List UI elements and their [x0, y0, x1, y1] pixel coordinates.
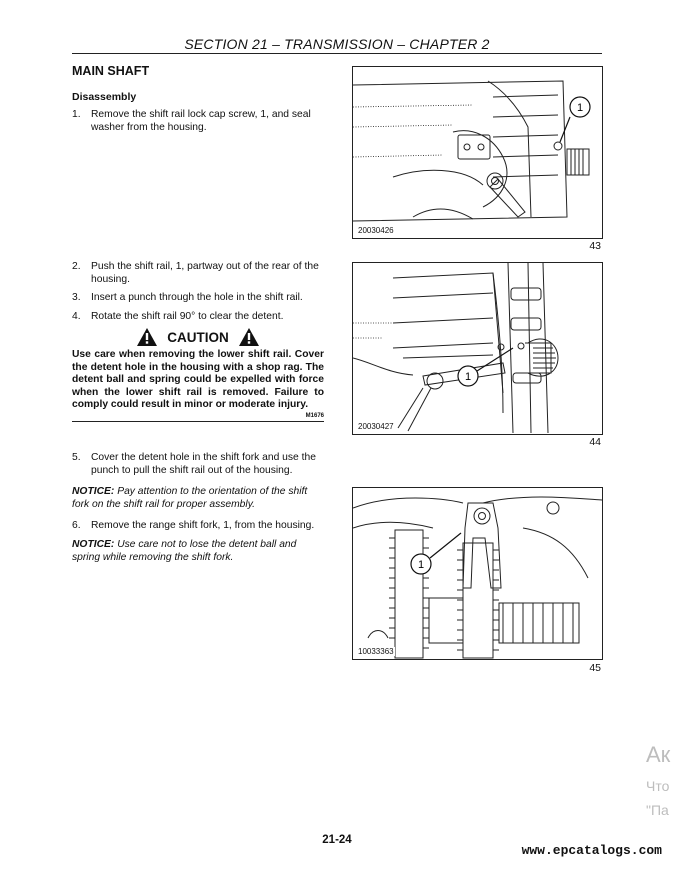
- figure-number: 45: [589, 662, 601, 674]
- section-subtitle: Disassembly: [72, 90, 137, 103]
- step-number: 6.: [72, 520, 81, 532]
- step-text: Remove the range shift fork, 1, from the housing.: [91, 520, 315, 532]
- step-text: Rotate the shift rail 90° to clear the detent.: [91, 310, 284, 322]
- figure-44: [352, 262, 603, 435]
- page-number: 21-24: [322, 834, 352, 846]
- step-6: [72, 520, 324, 533]
- caution-label: CAUTION: [167, 329, 229, 345]
- step-number: 4.: [72, 310, 81, 322]
- watermark-url: www.epcatalogs.com: [521, 843, 662, 858]
- notice-orientation: [72, 486, 324, 511]
- shift-fork-illustration: [353, 488, 602, 659]
- caution-box: [72, 327, 324, 422]
- step-number: 3.: [72, 292, 81, 304]
- overlay-ghost-text: "Па: [646, 802, 669, 818]
- notice-label: NOTICE:: [72, 486, 115, 498]
- step-2: [72, 261, 324, 286]
- notice-detent: [72, 539, 324, 564]
- notice-text: Use care not to lose the detent ball and spring while removing the shift fork.: [72, 538, 297, 563]
- step-number: 2.: [72, 261, 81, 272]
- figure-43: [352, 66, 603, 239]
- figure-45: [352, 487, 603, 660]
- warning-triangle-icon: [239, 328, 259, 346]
- callout-number: 1: [576, 102, 584, 114]
- figure-code: 10033363: [358, 647, 394, 656]
- overlay-ghost-text: Ак: [646, 742, 671, 767]
- figure-code: 20030427: [358, 422, 394, 431]
- step-number: 5.: [72, 452, 81, 463]
- step-1: [72, 109, 324, 134]
- header-rule: [72, 53, 602, 54]
- housing-illustration: [353, 67, 602, 238]
- section-title: MAIN SHAFT: [72, 64, 150, 78]
- figure-number: 44: [589, 436, 601, 448]
- notice-label: NOTICE:: [72, 538, 115, 550]
- step-4: [72, 311, 324, 324]
- callout-number: 1: [464, 371, 472, 383]
- caution-rule: [72, 421, 324, 422]
- page-header: SECTION 21 – TRANSMISSION – CHAPTER 2: [184, 36, 490, 52]
- caution-text: Use care when removing the lower shift rail. Cover the detent hole in the housing with a shop rag. The detent ball and spring could be expelled with force when the lower shift rail is removed. Failure to comply could result in minor or moderate injury.: [72, 349, 324, 411]
- callout-number: 1: [417, 559, 425, 571]
- steps-5-6: [72, 452, 324, 564]
- caution-code: M1676: [305, 412, 324, 419]
- step-text: Insert a punch through the hole in the shift rail.: [91, 292, 303, 304]
- shift-rail-illustration: [353, 263, 602, 434]
- steps-2-4: [72, 261, 324, 323]
- step-number: 1.: [72, 109, 81, 121]
- step-text: Remove the shift rail lock cap screw, 1, and seal washer from the housing.: [91, 109, 311, 133]
- step-3: [72, 292, 324, 305]
- warning-triangle-icon: [137, 328, 157, 346]
- overlay-ghost-text: Что: [646, 778, 670, 794]
- intro-block: [72, 65, 324, 134]
- step-text: Cover the detent hole in the shift fork and use the punch to pull the shift rail out of the housing.: [91, 452, 316, 476]
- figure-code: 20030426: [358, 226, 394, 235]
- notice-text: Pay attention to the orientation of the shift fork on the shift rail for proper assembly.: [72, 486, 308, 510]
- step-5: [72, 452, 324, 477]
- caution-heading: [72, 327, 324, 347]
- step-text: Push the shift rail, 1, partway out of the rear of the housing.: [91, 261, 319, 285]
- figure-number: 43: [589, 240, 601, 252]
